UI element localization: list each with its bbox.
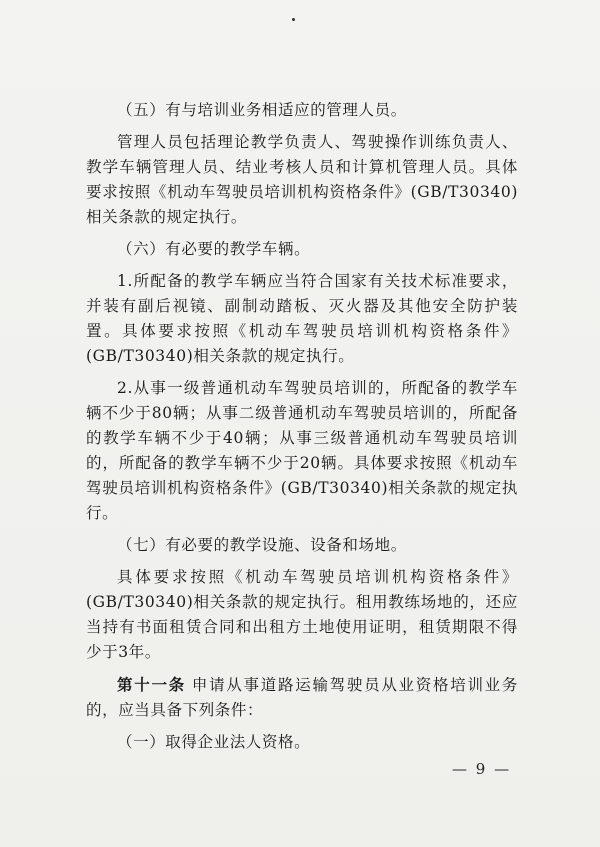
section-6-heading: （六）有必要的教学车辆。 <box>117 240 311 258</box>
management-staff-paragraph: 管理人员包括理论教学负责人、驾驶操作训练负责人、教学车辆管理人员、结业考核人员和计算机管理人员。具体要求按照《机动车驾驶员培训机构资格条件》(GB/T30340)相关条款的规定执行。 <box>86 133 518 226</box>
document-body <box>86 98 518 755</box>
vehicle-requirement-1: 1.所配备的教学车辆应当符合国家有关技术标准要求，并装有副后视镜、副制动踏板、灭火器及其他安全防护装置。具体要求按照《机动车驾驶员培训机构资格条件》(GB/T30340)相关条款的规定执行。 <box>86 272 518 365</box>
condition-1-paragraph: （一）取得企业法人资格。 <box>117 733 311 751</box>
page-number: — 9 — <box>452 760 512 778</box>
facilities-paragraph: 具体要求按照《机动车驾驶员培训机构资格条件》(GB/T30340)相关条款的规定执行。租用教练场地的，还应当持有书面租赁合同和出租方土地使用证明，租赁期限不得少于3年。 <box>86 568 518 661</box>
article-11-paragraph <box>86 672 518 723</box>
section-5-heading: （五）有与培训业务相适应的管理人员。 <box>117 101 407 119</box>
vehicle-requirement-2: 2.从事一级普通机动车驾驶员培训的，所配备的教学车辆不少于80辆；从事二级普通机动车驾驶员培训的，所配备的教学车辆不少于40辆；从事三级普通机动车驾驶员培训的，所配备的教学车辆不少于20辆。具体要求按照《机动车驾驶员培训机构资格条件》(GB/T30340)相关条款的规定执行。 <box>86 379 518 522</box>
top-dot-mark <box>292 18 295 21</box>
article-11-label: 第十一条 <box>117 675 186 694</box>
section-7-heading: （七）有必要的教学设施、设备和场地。 <box>117 536 407 554</box>
article-11-text: 申请从事道路运输驾驶员从业资格培训业务的，应当具备下列条件： <box>86 676 518 719</box>
